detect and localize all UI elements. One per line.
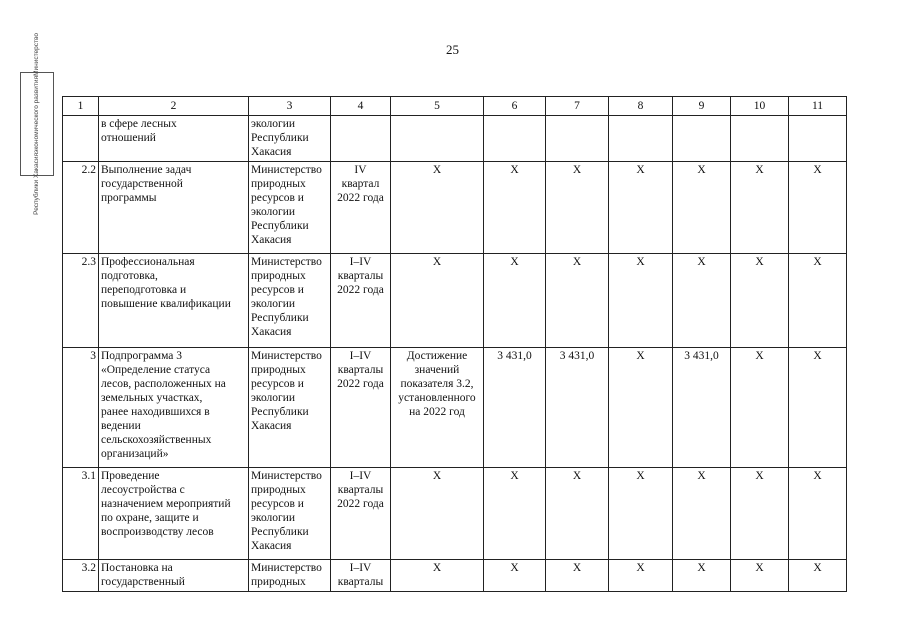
row-value-6: X — [484, 254, 546, 348]
row-value-10: X — [731, 468, 789, 560]
row-executor: Министерство природных ресурсов и экологии Республики Хакасия — [249, 468, 331, 560]
row-value-7: X — [546, 254, 609, 348]
row-value-11: X — [789, 348, 847, 468]
header-cell: 5 — [391, 97, 484, 116]
row-term: IV квартал 2022 года — [331, 162, 391, 254]
row-value-6: X — [484, 162, 546, 254]
row-executor: Министерство природных — [249, 560, 331, 592]
table-row — [63, 560, 847, 592]
row-number: 3.2 — [63, 560, 99, 592]
row-value-11: X — [789, 162, 847, 254]
row-result: X — [391, 560, 484, 592]
row-term — [331, 116, 391, 162]
row-value-8: X — [609, 348, 673, 468]
row-value-7 — [546, 116, 609, 162]
row-value-6: 3 431,0 — [484, 348, 546, 468]
row-term: I–IV кварталы — [331, 560, 391, 592]
row-value-9 — [673, 116, 731, 162]
row-value-9: X — [673, 560, 731, 592]
row-name: Профессиональная подготовка, переподготовка и повышение квалификации — [99, 254, 249, 348]
row-result: X — [391, 468, 484, 560]
header-cell: 7 — [546, 97, 609, 116]
row-value-10: X — [731, 560, 789, 592]
row-value-11: X — [789, 468, 847, 560]
table-header-row — [63, 97, 847, 116]
header-cell: 9 — [673, 97, 731, 116]
stamp-line: Республики Хакасия — [33, 152, 40, 215]
header-cell: 1 — [63, 97, 99, 116]
row-value-9: X — [673, 254, 731, 348]
table-row — [63, 348, 847, 468]
row-value-8: X — [609, 560, 673, 592]
row-executor: экологии Республики Хакасия — [249, 116, 331, 162]
row-value-10: X — [731, 162, 789, 254]
row-value-6: X — [484, 468, 546, 560]
row-value-7: X — [546, 162, 609, 254]
row-name: Постановка на государственный — [99, 560, 249, 592]
row-name: Подпрограмма 3 «Определение статуса лесов, расположенных на земельных участках, ранее находившихся в ведении сельскохозяйственных организаций» — [99, 348, 249, 468]
row-executor: Министерство природных ресурсов и экологии Республики Хакасия — [249, 348, 331, 468]
row-value-10: X — [731, 254, 789, 348]
table-row — [63, 468, 847, 560]
row-value-7: X — [546, 468, 609, 560]
stamp-line: экономического развития — [33, 76, 40, 153]
row-name: в сфере лесных отношений — [99, 116, 249, 162]
header-cell: 10 — [731, 97, 789, 116]
row-name: Выполнение задач государственной программы — [99, 162, 249, 254]
header-cell: 3 — [249, 97, 331, 116]
header-cell: 2 — [99, 97, 249, 116]
row-value-11: X — [789, 254, 847, 348]
row-number: 2.2 — [63, 162, 99, 254]
table-row — [63, 116, 847, 162]
row-term: I–IV кварталы 2022 года — [331, 254, 391, 348]
row-value-8: X — [609, 468, 673, 560]
header-cell: 4 — [331, 97, 391, 116]
row-number: 3.1 — [63, 468, 99, 560]
row-value-9: X — [673, 468, 731, 560]
header-cell: 11 — [789, 97, 847, 116]
row-executor: Министерство природных ресурсов и экологии Республики Хакасия — [249, 162, 331, 254]
row-executor: Министерство природных ресурсов и экологии Республики Хакасия — [249, 254, 331, 348]
row-value-6 — [484, 116, 546, 162]
row-value-6: X — [484, 560, 546, 592]
stamp-line: Министерство — [33, 33, 40, 77]
header-cell: 8 — [609, 97, 673, 116]
row-result: X — [391, 162, 484, 254]
row-value-8: X — [609, 162, 673, 254]
row-name: Проведение лесоустройства с назначением мероприятий по охране, защите и воспроизводству лесов — [99, 468, 249, 560]
row-value-9: X — [673, 162, 731, 254]
page-number: 25 — [446, 42, 459, 57]
row-number — [63, 116, 99, 162]
row-value-10: X — [731, 348, 789, 468]
row-value-9: 3 431,0 — [673, 348, 731, 468]
row-result: Достижение значений показателя 3.2, установленного на 2022 год — [391, 348, 484, 468]
row-number: 3 — [63, 348, 99, 468]
row-result — [391, 116, 484, 162]
row-term: I–IV кварталы 2022 года — [331, 468, 391, 560]
row-value-11: X — [789, 560, 847, 592]
program-table — [62, 96, 847, 592]
row-value-10 — [731, 116, 789, 162]
row-value-11 — [789, 116, 847, 162]
table-row — [63, 254, 847, 348]
row-value-8 — [609, 116, 673, 162]
registration-stamp — [20, 33, 54, 215]
row-result: X — [391, 254, 484, 348]
row-value-8: X — [609, 254, 673, 348]
row-number: 2.3 — [63, 254, 99, 348]
table-row — [63, 162, 847, 254]
row-term: I–IV кварталы 2022 года — [331, 348, 391, 468]
row-value-7: X — [546, 560, 609, 592]
row-value-7: 3 431,0 — [546, 348, 609, 468]
header-cell: 6 — [484, 97, 546, 116]
